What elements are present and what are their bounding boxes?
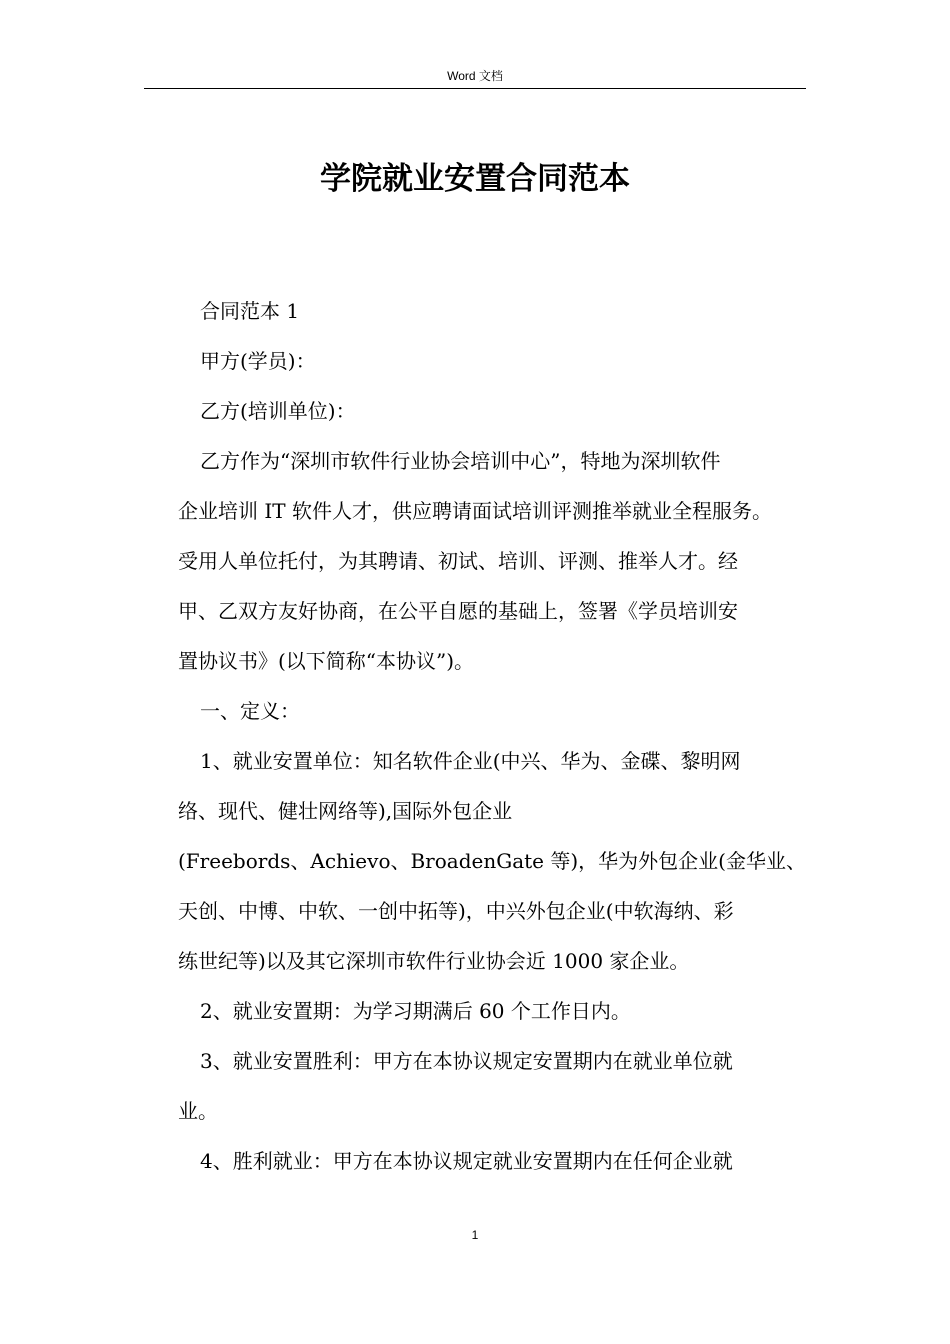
header-text: Word 文档 [447, 69, 503, 83]
body-line: (Freebords、Achievo、BroadenGate 等)，华为外包企业(金华业、 [178, 849, 806, 873]
body-line: 受用人单位托付，为其聘请、初试、培训、评测、推举人才。经 [178, 549, 738, 573]
body-line: 置协议书》(以下简称“本协议”)。 [178, 649, 475, 673]
body-line: 甲、乙双方友好协商，在公平自愿的基础上，签署《学员培训安 [178, 599, 738, 623]
body-line: 乙方作为“深圳市软件行业协会培训中心”，特地为深圳软件 [200, 449, 721, 473]
body-line: 业。 [178, 1099, 218, 1123]
body-line: 合同范本 1 [200, 299, 300, 323]
body-line: 甲方(学员)： [200, 349, 316, 373]
body-line: 练世纪等)以及其它深圳市软件行业协会近 1000 家企业。 [178, 949, 690, 973]
body-line: 4、胜利就业：甲方在本协议规定就业安置期内在任何企业就 [200, 1149, 733, 1173]
body-line: 一、定义： [200, 699, 300, 723]
body-line: 乙方(培训单位)： [200, 399, 356, 423]
body-line: 3、就业安置胜利：甲方在本协议规定安置期内在就业单位就 [200, 1049, 733, 1073]
page-header [144, 66, 806, 89]
page-number: 1 [471, 1228, 479, 1242]
document-title: 学院就业安置合同范本 [320, 161, 630, 197]
body-line: 企业培训 IT 软件人才，供应聘请面试培训评测推举就业全程服务。 [178, 499, 772, 523]
document-body [178, 286, 818, 1186]
body-line: 1、就业安置单位：知名软件企业(中兴、华为、金碟、黎明网 [200, 749, 741, 773]
body-line: 络、现代、健壮网络等),国际外包企业 [178, 799, 513, 823]
body-line: 2、就业安置期：为学习期满后 60 个工作日内。 [200, 999, 631, 1023]
body-line: 天创、中博、中软、一创中拓等)，中兴外包企业(中软海纳、彩 [178, 899, 734, 923]
